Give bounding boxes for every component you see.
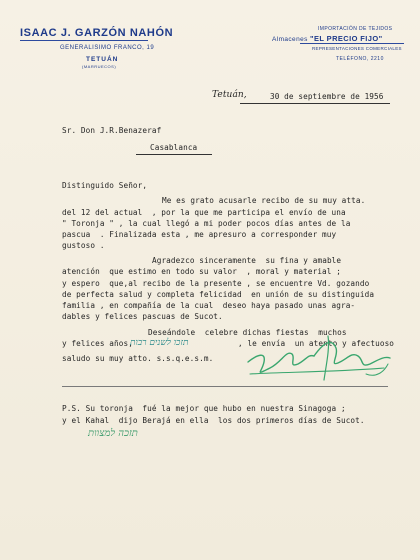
letterhead-city: TETUÁN [86,56,119,63]
postscript-line: P.S. Su toronja fué la mejor que hubo en nuestra Sinagoga ; [62,404,346,413]
handwritten-hebrew-blessing: תזכו לשנים רבות [130,338,189,348]
body-line: " Toronja " , la cual llegó a mi poder pocos días antes de la [62,219,351,228]
postscript-divider [62,386,388,387]
body-line: pascua . Finalizada esta , me apresuro a corresponder muy [62,230,337,239]
body-line: Me es grato acusarle recibo de su muy atta. [162,196,366,205]
recipient-name: Sr. Don J.R.Benazeraf [62,126,162,135]
date-city: Tetuán, [212,90,247,100]
letterhead-rule-right [300,43,404,44]
recipient-city: Casablanca [150,143,198,152]
letterhead-store-name: "EL PRECIO FIJO" [309,34,383,43]
letterhead-name: ISAAC J. GARZÓN NAHÓN [20,27,174,39]
signature-scribble [244,328,394,384]
body-line: y espero que,al recibo de la presente , se encuentre Vd. gozando [62,279,370,288]
body-line: Agradezco sinceramente su fina y amable [152,256,342,265]
postscript-line: y el Kahal dijo Berajá en ella los dos primeros días de Sucot. [62,416,365,425]
letterhead-store [272,34,383,43]
date-underline [240,103,390,104]
body-line: de perfecta salud y completa felicidad en unión de su distinguida [62,290,375,299]
body-line: Deseándole celebre dichas fiestas muchos [148,328,347,337]
letterhead-store-prefix: Almacenes [272,36,308,43]
salutation: Distinguido Señor, [62,181,148,190]
letterhead-province: (MARRUECOS) [82,64,117,69]
body-line: y felices años, [62,339,133,348]
body-line: del 12 del actual , por la que me participa el envío de una [62,208,346,217]
letterhead-business-line: IMPORTACIÓN DE TEJIDOS [318,26,393,32]
letterhead-phone: TELÉFONO, 2210 [336,56,384,62]
body-line: , le envía un atento y afectuoso [238,339,395,348]
handwritten-hebrew-closing: תזכה למצוות [88,428,138,439]
letterhead-representations: REPRESENTACIONES COMERCIALES [312,46,402,51]
body-line: atención que estimo en todo su valor , moral y material ; [62,267,341,276]
letter-date: 30 de septiembre de 1956 [270,92,384,101]
closing-line: saludo su muy atto. s.s.q.e.s.m. [62,354,214,363]
letterhead-rule-left [20,40,148,41]
body-line: familia , en compañía de la cual deseo haya pasado unas agra- [62,301,356,310]
recipient-city-underline [136,154,212,155]
body-line: dables y felices pascuas de Sucot. [62,312,223,321]
body-line: gustoso . [62,241,105,250]
letterhead-address: GENERALISIMO FRANCO, 19 [60,45,155,51]
